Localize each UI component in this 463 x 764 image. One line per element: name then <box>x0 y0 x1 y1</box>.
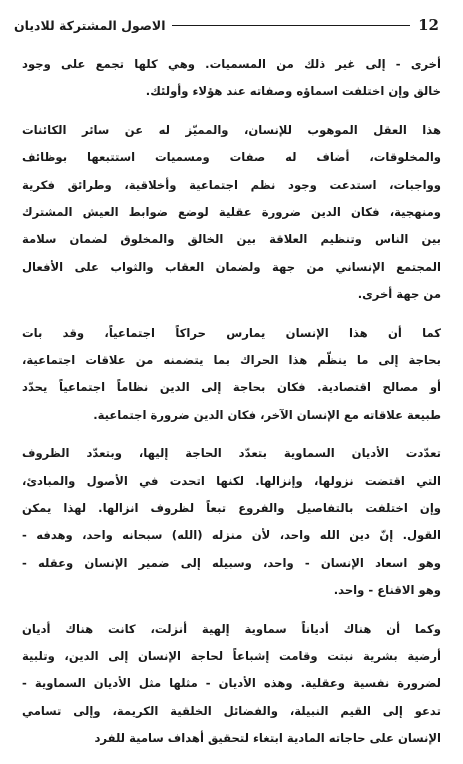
text-line: من جهة أخرى. <box>357 286 441 301</box>
text-line: وإن اختلفت بالتفاصيل والفروع تبعاً لظروف انزالها. لهذا يمكن <box>22 500 441 515</box>
header-rule <box>172 25 411 26</box>
text-line: وهو الاقناع - واحد. <box>333 582 441 597</box>
text-line: بين الناس وتنظيم العلاقة بين الخالق والمخلوق لضمان سلامة <box>22 232 441 247</box>
text-line: كما أن هذا الإنسان يمارس حراكاً اجتماعياً، وقد بات <box>22 325 441 340</box>
text-line: التي اقتضت نزولها، وإنزالها. لكنها اتحدت في الأصول والمبادئ، <box>22 473 441 488</box>
text-line: لضرورة نفسية وعقلية. وهذه الأديان - مثلها مثل الأديان السماوية - <box>22 676 441 691</box>
text-line: القول. إنّ دين الله واحد، لأن منزله (الله) سبحانه واحد، وهدفه - <box>22 528 441 543</box>
text-line: بحاجة إلى ما ينظّم هذا الحراك بما يتضمنه من علاقات اجتماعية، <box>22 352 441 367</box>
paragraph <box>22 616 441 752</box>
text-line: هذا العقل الموهوب للإنسان، والمميّز له عن سائر الكائنات <box>22 123 441 138</box>
page-header <box>14 8 439 42</box>
text-line: أرضية بشرية نبتت وقامت إشباعاً لحاجة الإنسان إلى الدين، وتلبية <box>22 648 441 663</box>
page-number: 12 <box>418 16 439 34</box>
text-line: تعدّدت الأديان السماوية بتعدّد الحاجة إليها، وبتعدّد الظروف <box>22 446 441 461</box>
text-line: خالق وإن اختلفت اسماؤه وصفاته عند هؤلاء وأولئك. <box>145 84 441 99</box>
text-line: تدعو إلى القيم النبيلة، والفضائل الخلقية الكريمة، وإلى تسامي <box>22 703 441 718</box>
text-line: وهو اسعاد الإنسان - واحد، وسبيله إلى ضمير الإنسان وعقله - <box>22 555 441 570</box>
page-body <box>22 51 441 764</box>
text-line: وكما أن هناك أدياناً سماوية إلهية أنزلت، كانت هناك أديان <box>22 621 441 636</box>
text-line: طبيعة علاقاته مع الإنسان الآخر، فكان الدين ضرورة اجتماعية. <box>93 407 441 422</box>
text-line: والمخلوقات، أضاف له صفات ومسميات استتبعها بوظائف <box>22 150 441 165</box>
text-line: أو مصالح اقتصادية. فكان بحاجة إلى الدين نظاماً اجتماعياً يحدّد <box>22 380 441 395</box>
text-line: أخرى - إلى غير ذلك من المسميات. وهي كلها تجمع على وجود <box>22 57 441 71</box>
text-line: المجتمع الإنساني من جهة ولضمان العقاب والثواب على الأفعال <box>22 259 441 274</box>
paragraph <box>22 440 441 604</box>
paragraph <box>22 51 441 106</box>
text-line: وواجبات، استدعت وجود نظم اجتماعية وأخلاقية، وطرائق فكرية <box>22 177 441 192</box>
paragraph <box>22 320 441 429</box>
text-line: الإنسان على حاجاته المادية ابتغاء لتحقيق أهداف سامية للفرد <box>94 730 441 745</box>
running-title: الاصول المشتركة للاديان <box>14 17 166 33</box>
text-line: ومنهجية، فكان الدين ضرورة عقلية لوضع ضوابط العيش المشترك <box>22 204 441 219</box>
paragraph <box>22 117 441 308</box>
